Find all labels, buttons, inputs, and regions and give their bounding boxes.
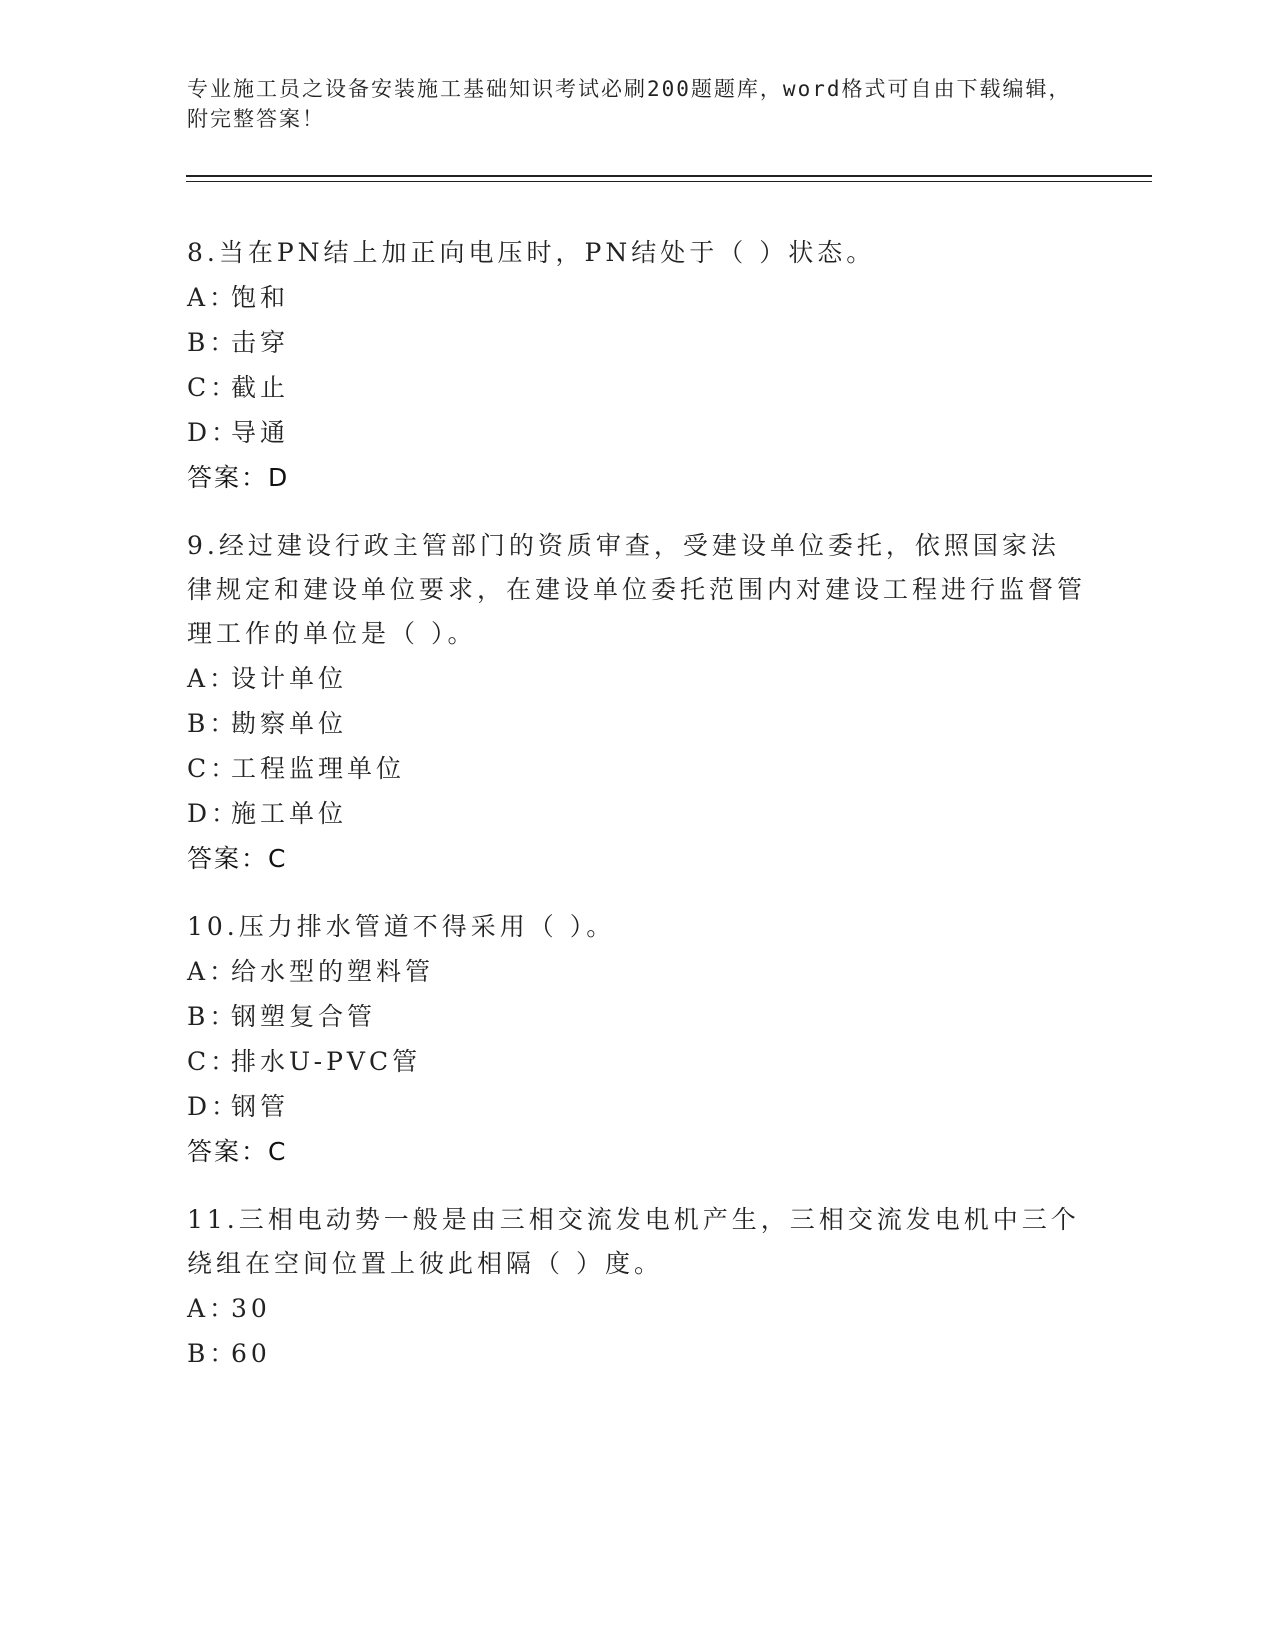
option-text: 饱和 — [231, 283, 290, 312]
question-8 — [187, 231, 1087, 500]
question-10 — [187, 905, 1087, 1174]
option-key: B： — [187, 328, 239, 357]
document-header — [187, 74, 1087, 134]
header-divider-thick — [186, 175, 1152, 177]
question-stem: 11.三相电动势一般是由三相交流发电机产生，三相交流发电机中三个绕组在空间位置上彼此相隔（ ）度。 — [187, 1205, 1080, 1278]
answer-line: 答案：C — [187, 844, 288, 873]
option-key: A： — [187, 664, 239, 693]
option-c — [187, 365, 1087, 410]
option-key: C： — [187, 373, 240, 402]
option-text: 排水U-PVC管 — [231, 1047, 422, 1076]
option-text: 30 — [231, 1294, 271, 1323]
option-text: 施工单位 — [231, 799, 348, 828]
option-key: C： — [187, 1047, 240, 1076]
option-a — [187, 949, 1087, 994]
option-text: 勘察单位 — [231, 709, 348, 738]
option-key: D： — [187, 418, 241, 447]
option-c — [187, 1039, 1087, 1084]
option-b — [187, 701, 1087, 746]
option-b — [187, 1331, 1087, 1376]
option-d — [187, 1084, 1087, 1129]
option-key: B： — [187, 1002, 239, 1031]
option-a — [187, 275, 1087, 320]
option-b — [187, 994, 1087, 1039]
option-text: 钢管 — [231, 1092, 290, 1121]
option-key: B： — [187, 709, 239, 738]
answer-line: 答案：C — [187, 1137, 288, 1166]
question-list — [187, 231, 1087, 1400]
option-d — [187, 410, 1087, 455]
header-divider-thin — [186, 181, 1152, 182]
question-stem: 9.经过建设行政主管部门的资质审查，受建设单位委托，依照国家法律规定和建设单位要求，在建设单位委托范围内对建设工程进行监督管理工作的单位是（ ）。 — [187, 531, 1087, 648]
document-title: 专业施工员之设备安装施工基础知识考试必刷200题题库，word格式可自由下载编辑，附完整答案！ — [187, 77, 1072, 131]
option-key: D： — [187, 1092, 241, 1121]
option-c — [187, 746, 1087, 791]
question-stem: 10.压力排水管道不得采用（ ）。 — [187, 912, 616, 941]
question-11 — [187, 1198, 1087, 1376]
option-a — [187, 656, 1087, 701]
question-stem: 8.当在PN结上加正向电压时，PN结处于（ ）状态。 — [187, 238, 876, 267]
option-key: D： — [187, 799, 241, 828]
option-text: 60 — [231, 1339, 271, 1368]
option-text: 钢塑复合管 — [231, 1002, 377, 1031]
option-key: A： — [187, 957, 239, 986]
option-key: A： — [187, 283, 239, 312]
option-text: 截止 — [231, 373, 290, 402]
option-key: A： — [187, 1294, 239, 1323]
option-text: 导通 — [231, 418, 290, 447]
question-9 — [187, 524, 1087, 881]
option-text: 工程监理单位 — [231, 754, 406, 783]
option-text: 设计单位 — [231, 664, 348, 693]
option-text: 给水型的塑料管 — [231, 957, 435, 986]
option-key: B： — [187, 1339, 239, 1368]
answer-line: 答案：D — [187, 463, 290, 492]
option-key: C： — [187, 754, 240, 783]
option-a — [187, 1286, 1087, 1331]
option-text: 击穿 — [231, 328, 290, 357]
option-d — [187, 791, 1087, 836]
option-b — [187, 320, 1087, 365]
